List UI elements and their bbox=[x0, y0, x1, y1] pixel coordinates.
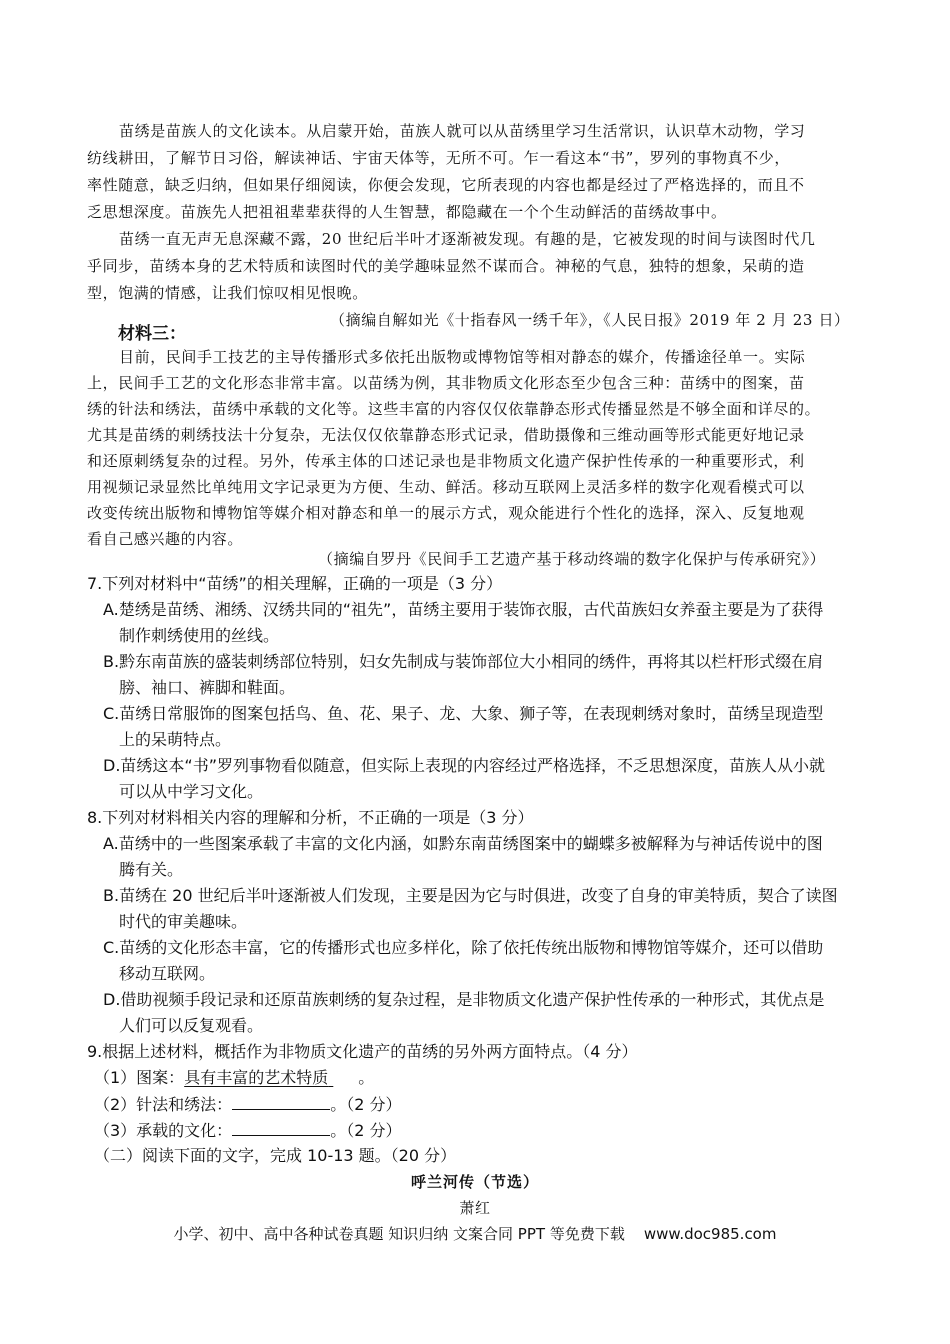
material2-p2-line2: 乎同步，苗绣本身的艺术特质和读图时代的美学趣味显然不谋而合。神秘的气息，独特的想象，呆萌的造 bbox=[87, 257, 805, 275]
material2-p2-line3: 型，饱满的情感，让我们惊叹相见恨晚。 bbox=[87, 284, 368, 302]
material3-p1-line7: 改变传统出版物和博物馆等媒介相对静态和单一的展示方式，观众能进行个性化的选择，深入、反复地观 bbox=[87, 504, 805, 522]
q8-option-d-line2: 人们可以反复观看。 bbox=[119, 1016, 264, 1035]
material2-p2-line1: 苗绣一直无声无息深藏不露，20 世纪后半叶才逐渐被发现。有趣的是，它被发现的时间与读图时代几 bbox=[119, 230, 816, 248]
section2-heading: （二）阅读下面的文字，完成 10-13 题。（20 分） bbox=[94, 1146, 457, 1165]
material3-p1-line4: 尤其是苗绣的刺绣技法十分复杂，无法仅仅依靠静态形式记录，借助摄像和三维动画等形式能更好地记录 bbox=[87, 426, 805, 444]
q9-item1 bbox=[94, 1065, 374, 1091]
q9-stem: 9.根据上述材料，概括作为非物质文化遗产的苗绣的另外两方面特点。（4 分） bbox=[87, 1042, 638, 1061]
q8-option-a-line1: A.苗绣中的一些图案承载了丰富的文化内涵，如黔东南苗绣图案中的蝴蝶多被解释为与神话传说中的图 bbox=[103, 834, 823, 853]
section2-title: 呼兰河传（节选） bbox=[410, 1173, 539, 1191]
material3-p1-line2: 上，民间手工艺的文化形态非常丰富。以苗绣为例，其非物质文化形态至少包含三种：苗绣中的图案，苗 bbox=[87, 374, 805, 392]
q9-item3-answer-blank[interactable] bbox=[232, 1117, 330, 1136]
q9-item3-label: （3）承载的文化： bbox=[94, 1121, 233, 1140]
material3-p1-line5: 和还原刺绣复杂的过程。另外，传承主体的口述记录也是非物质文化遗产保护性传承的一种重要形式，利 bbox=[87, 452, 805, 470]
q7-option-d-line1: D.苗绣这本“书”罗列事物看似随意，但实际上表现的内容经过严格选择，不乏思想深度，苗族人从小就 bbox=[103, 756, 825, 775]
q7-option-c-line1: C.苗绣日常服饰的图案包括鸟、鱼、花、果子、龙、大象、狮子等，在表现刺绣对象时，苗绣呈现造型 bbox=[103, 704, 824, 723]
section2-author: 萧红 bbox=[459, 1199, 491, 1217]
material3-heading: 材料三： bbox=[118, 324, 186, 344]
material2-p1-line1: 苗绣是苗族人的文化读本。从启蒙开始，苗族人就可以从苗绣里学习生活常识，认识草木动物，学习 bbox=[119, 122, 806, 140]
material3-p1-line1: 目前，民间手工技艺的主导传播形式多依托出版物或博物馆等相对静态的媒介，传播途径单一。实际 bbox=[119, 348, 806, 366]
q7-option-a-line2: 制作刺绣使用的丝线。 bbox=[119, 626, 280, 645]
q9-item1-answer: 具有丰富的艺术特质 bbox=[184, 1068, 329, 1087]
q9-item3 bbox=[94, 1117, 401, 1144]
q7-option-b-line1: B.黔东南苗族的盛装刺绣部位特别，妇女先制成与装饰部位大小相同的绣件，再将其以栏杆形式缀在肩 bbox=[103, 652, 824, 671]
q9-item1-underline bbox=[328, 1065, 358, 1091]
q8-option-b-line2: 时代的审美趣味。 bbox=[119, 912, 248, 931]
q7-stem: 7.下列对材料中“苗绣”的相关理解，正确的一项是（3 分） bbox=[87, 574, 503, 593]
q9-item2 bbox=[94, 1091, 401, 1118]
material3-source: （摘编自罗丹《民间手工艺遗产基于移动终端的数字化保护与传承研究》） bbox=[318, 550, 826, 568]
q8-stem: 8.下列对材料相关内容的理解和分析，不正确的一项是（3 分） bbox=[87, 808, 534, 827]
q8-option-b-line1: B.苗绣在 20 世纪后半叶逐渐被人们发现，主要是因为它与时俱进，改变了自身的审美特质，契合了读图 bbox=[103, 886, 838, 905]
q8-option-c-line2: 移动互联网。 bbox=[119, 964, 216, 983]
material3-p1-line6: 用视频记录显然比单纯用文字记录更为方便、生动、鲜活。移动互联网上灵活多样的数字化观看模式可以 bbox=[87, 478, 805, 496]
q9-item3-end: 。（2 分） bbox=[330, 1121, 402, 1140]
footer-download-note: 小学、初中、高中各种试卷真题 知识归纳 文案合同 PPT 等免费下载 www.doc985.com bbox=[173, 1225, 777, 1243]
material2-source: （摘编自解如光《十指春风一绣千年》，《人民日报》2019 年 2 月 23 日） bbox=[330, 311, 850, 329]
q8-option-d-line1: D.借助视频手段记录和还原苗族刺绣的复杂过程，是非物质文化遗产保护性传承的一种形式，其优点是 bbox=[103, 990, 825, 1009]
material3-p1-line8: 看自己感兴趣的内容。 bbox=[87, 530, 244, 548]
q7-option-b-line2: 膀、袖口、裤脚和鞋面。 bbox=[119, 678, 296, 697]
q7-option-d-line2: 可以从中学习文化。 bbox=[119, 782, 264, 801]
q8-option-c-line1: C.苗绣的文化形态丰富，它的传播形式也应多样化，除了依托传统出版物和博物馆等媒介，还可以借助 bbox=[103, 938, 824, 957]
material2-p1-line3: 率性随意，缺乏归纳，但如果仔细阅读，你便会发现，它所表现的内容也都是经过了严格选择的，而且不 bbox=[87, 176, 805, 194]
q9-item1-label: （1）图案： bbox=[94, 1068, 185, 1087]
q7-option-c-line2: 上的呆萌特点。 bbox=[119, 730, 232, 749]
q9-item1-end: 。 bbox=[358, 1068, 375, 1087]
q9-item2-label: （2）针法和绣法： bbox=[94, 1095, 233, 1114]
q9-item2-answer-blank[interactable] bbox=[232, 1091, 330, 1110]
q7-option-a-line1: A.楚绣是苗绣、湘绣、汉绣共同的“祖先”，苗绣主要用于装饰衣服，古代苗族妇女养蚕主要是为了获得 bbox=[103, 600, 824, 619]
q8-option-a-line2: 腾有关。 bbox=[119, 860, 184, 879]
material2-p1-line2: 纺线耕田，了解节日习俗，解读神话、宇宙天体等，无所不可。乍一看这本“书”，罗列的事物真不少， bbox=[87, 149, 790, 167]
material3-p1-line3: 绣的针法和绣法，苗绣中承载的文化等。这些丰富的内容仅仅依靠静态形式传播显然是不够全面和详尽的。 bbox=[87, 400, 821, 418]
q9-item2-end: 。（2 分） bbox=[330, 1095, 402, 1114]
material2-p1-line4: 乏思想深度。苗族先人把祖祖辈辈获得的人生智慧，都隐藏在一个个生动鲜活的苗绣故事中。 bbox=[87, 203, 727, 221]
